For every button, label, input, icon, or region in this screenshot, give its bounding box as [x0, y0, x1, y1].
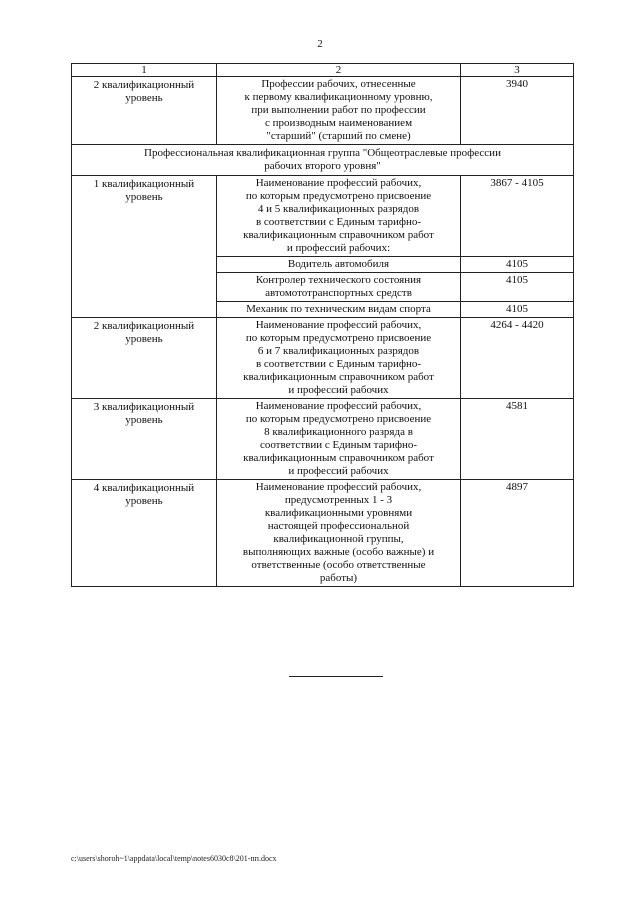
level-text: уровень: [125, 92, 163, 104]
profession-line: выполняющих важные (особо важные) и: [242, 546, 435, 558]
level-text: 2 квалификационный: [93, 320, 195, 332]
profession-line: "старший" (старший по смене): [266, 130, 411, 142]
profession-line: предусмотренных 1 - 3: [284, 494, 393, 506]
group-title-line: Профессиональная квалификационная группа "Общеотраслевые профессии: [144, 147, 501, 159]
level-text: уровень: [125, 495, 163, 507]
footer-file-path: c:\users\shoroh~1\appdata\local\temp\notes6030c8\201-пп.docx: [71, 854, 277, 863]
table-row: [72, 176, 574, 257]
level-text: уровень: [125, 414, 163, 426]
group-title-line: рабочих второго уровня": [264, 160, 381, 172]
profession-line: квалификационным справочником работ: [243, 371, 434, 383]
profession-line: Механик по техническим видам спорта: [246, 303, 431, 315]
end-divider: [289, 676, 383, 677]
salary-cell: 4264 - 4420: [461, 318, 574, 399]
header-col-2: 2: [217, 64, 461, 77]
profession-line: Водитель автомобиля: [287, 258, 390, 270]
group-title: [72, 145, 574, 176]
profession-line: и профессий рабочих: [288, 465, 389, 477]
level-text: уровень: [125, 333, 163, 345]
profession-cell: [217, 302, 461, 318]
table-row: [72, 480, 574, 587]
level-cell: [72, 480, 217, 587]
level-text: 3 квалификационный: [93, 401, 195, 413]
profession-line: квалификационными уровнями: [264, 507, 413, 519]
level-text: 1 квалификационный: [93, 178, 195, 190]
level-text: 2 квалификационный: [93, 79, 195, 91]
salary-cell: 4897: [461, 480, 574, 587]
profession-line: к первому квалификационному уровню,: [244, 91, 433, 103]
profession-cell: [217, 318, 461, 399]
level-cell: [72, 77, 217, 145]
profession-line: Контролер технического состояния: [255, 274, 422, 286]
salary-table: [71, 63, 574, 587]
header-col-3: 3: [461, 64, 574, 77]
profession-line: 8 квалификационного разряда в: [264, 426, 413, 438]
table-header-row: [72, 64, 574, 77]
profession-cell: [217, 273, 461, 302]
table-row: [72, 399, 574, 480]
profession-line: квалификационной группы,: [273, 533, 404, 545]
profession-line: Наименование профессий рабочих,: [255, 177, 422, 189]
salary-cell: 4105: [461, 257, 574, 273]
profession-line: по которым предусмотрено присвоение: [245, 190, 432, 202]
level-cell: [72, 176, 217, 318]
profession-line: соответствии с Единым тарифно-: [259, 439, 418, 451]
table-row: [72, 77, 574, 145]
profession-line: по которым предусмотрено присвоение: [245, 413, 432, 425]
salary-cell: 3940: [461, 77, 574, 145]
salary-cell: 3867 - 4105: [461, 176, 574, 257]
profession-line: с производным наименованием: [264, 117, 413, 129]
page-number: 2: [317, 38, 323, 50]
profession-line: квалификационным справочником работ: [243, 452, 434, 464]
profession-cell: [217, 77, 461, 145]
profession-cell: [217, 176, 461, 257]
profession-line: квалификационным справочником работ: [243, 229, 434, 241]
salary-cell: 4581: [461, 399, 574, 480]
level-cell: [72, 318, 217, 399]
profession-line: Наименование профессий рабочих,: [255, 481, 422, 493]
profession-line: 4 и 5 квалификационных разрядов: [257, 203, 420, 215]
table-row: [72, 318, 574, 399]
level-text: уровень: [125, 191, 163, 203]
profession-line: в соответствии с Единым тарифно-: [255, 358, 422, 370]
level-cell: [72, 399, 217, 480]
profession-line: автомототранспортных средств: [265, 287, 412, 299]
profession-line: в соответствии с Единым тарифно-: [255, 216, 422, 228]
profession-line: 6 и 7 квалификационных разрядов: [257, 345, 420, 357]
header-col-1: 1: [72, 64, 217, 77]
profession-cell: [217, 399, 461, 480]
level-text: 4 квалификационный: [93, 482, 195, 494]
salary-cell: 4105: [461, 302, 574, 318]
profession-line: и профессий рабочих: [288, 384, 389, 396]
profession-line: Наименование профессий рабочих,: [255, 400, 422, 412]
profession-line: по которым предусмотрено присвоение: [245, 332, 432, 344]
profession-line: при выполнении работ по профессии: [251, 104, 426, 116]
profession-line: Профессии рабочих, отнесенные: [261, 78, 416, 90]
salary-cell: 4105: [461, 273, 574, 302]
profession-line: Наименование профессий рабочих,: [255, 319, 422, 331]
profession-line: работы): [319, 572, 358, 584]
profession-cell: [217, 257, 461, 273]
group-title-row: [72, 145, 574, 176]
profession-line: настоящей профессиональной: [267, 520, 410, 532]
profession-line: ответственные (особо ответственные: [251, 559, 426, 571]
profession-line: и профессий рабочих:: [286, 242, 391, 254]
profession-cell: [217, 480, 461, 587]
